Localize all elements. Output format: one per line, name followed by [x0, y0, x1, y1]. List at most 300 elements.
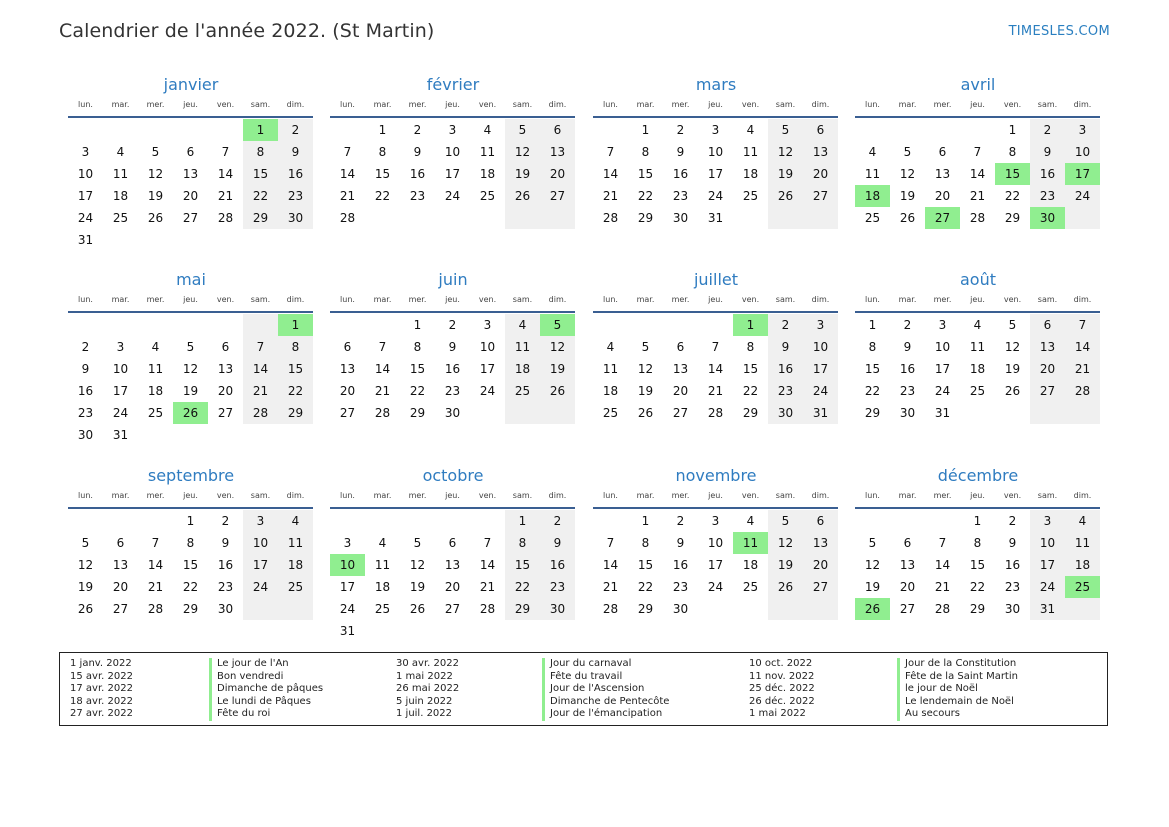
weekday-label: sam.: [512, 295, 533, 304]
day-grid: [855, 119, 1101, 251]
day-cell: 23: [77, 406, 94, 420]
day-cell: 26: [549, 384, 566, 398]
day-cell: 27: [549, 189, 566, 203]
weekday-label: ven.: [1003, 100, 1022, 109]
day-cell: 30: [444, 406, 461, 420]
day-cell: 14: [252, 362, 269, 376]
day-cell: 28: [969, 211, 986, 225]
day-cell: 21: [934, 580, 951, 594]
weekday-label: mar.: [111, 100, 130, 109]
day-cell: 23: [672, 580, 689, 594]
day-cell: 16: [287, 167, 304, 181]
legend-dates: [70, 658, 133, 721]
day-cell: 8: [378, 145, 387, 159]
weekday-label: jeu.: [445, 491, 460, 500]
day-cell: 11: [514, 340, 531, 354]
day-cell: 3: [1078, 123, 1087, 137]
day-cell: 4: [746, 514, 755, 528]
day-cell: 23: [672, 189, 689, 203]
day-cell: 21: [602, 189, 619, 203]
day-cell: 27: [182, 211, 199, 225]
day-cell: 30: [899, 406, 916, 420]
day-cell: 20: [182, 189, 199, 203]
day-cell: 5: [151, 145, 160, 159]
weekday-label: mar.: [636, 491, 655, 500]
day-cell: 2: [1043, 123, 1052, 137]
day-cell: 15: [514, 558, 531, 572]
day-cell: 19: [409, 580, 426, 594]
weekday-label: sam.: [250, 100, 271, 109]
day-cell: 30: [1004, 602, 1021, 616]
weekday-label: mar.: [898, 295, 917, 304]
day-cell: 7: [151, 536, 160, 550]
day-cell: 20: [672, 384, 689, 398]
day-grid: [855, 314, 1101, 446]
day-cell: 10: [444, 145, 461, 159]
day-cell: 10: [112, 362, 129, 376]
day-cell: 29: [514, 602, 531, 616]
day-cell: 29: [637, 602, 654, 616]
holiday-day-cell: 15: [995, 163, 1030, 185]
holiday-day-cell: 11: [733, 532, 768, 554]
weekday-label: mer.: [146, 295, 165, 304]
legend-holiday-name: Jour de l'émancipation: [542, 708, 669, 721]
legend-date: 1 janv. 2022: [70, 658, 132, 669]
day-cell: 1: [1008, 123, 1017, 137]
day-cell: 7: [343, 145, 352, 159]
day-cell: 19: [549, 362, 566, 376]
day-cell: 18: [742, 167, 759, 181]
legend-date: 18 avr. 2022: [70, 695, 133, 707]
day-cell: 23: [899, 384, 916, 398]
day-cell: 29: [969, 602, 986, 616]
weekday-header: [68, 293, 314, 307]
day-cell: 20: [549, 167, 566, 181]
day-cell: 31: [112, 428, 129, 442]
weekday-label: lun.: [78, 491, 93, 500]
weekday-label: jeu.: [445, 295, 460, 304]
weekday-label: lun.: [865, 100, 880, 109]
month-name: septembre: [147, 466, 235, 485]
legend-names: [542, 658, 669, 721]
day-cell: 14: [479, 558, 496, 572]
day-grid: [330, 510, 576, 642]
weekday-label: ven.: [1003, 295, 1022, 304]
brand-link[interactable]: TIMESLES.COM: [1008, 24, 1110, 39]
day-cell: 23: [549, 580, 566, 594]
day-cell: 28: [602, 211, 619, 225]
month-10: [593, 464, 839, 642]
weekday-label: sam.: [250, 491, 271, 500]
day-cell: 21: [217, 189, 234, 203]
weekday-label: mer.: [933, 295, 952, 304]
weekday-label: ven.: [216, 100, 235, 109]
day-cell: 21: [339, 189, 356, 203]
day-cell: 20: [217, 384, 234, 398]
day-cell: 14: [339, 167, 356, 181]
header-rule: [68, 311, 313, 313]
day-cell: 2: [81, 340, 90, 354]
day-cell: 17: [812, 362, 829, 376]
day-cell: 28: [339, 211, 356, 225]
day-cell: 19: [777, 167, 794, 181]
day-cell: 1: [641, 514, 650, 528]
day-cell: 22: [1004, 189, 1021, 203]
day-cell: 13: [549, 145, 566, 159]
weekday-label: lun.: [865, 295, 880, 304]
day-cell: 16: [549, 558, 566, 572]
legend-holiday-name: le jour de Noël: [897, 683, 1018, 696]
weekday-header: [855, 293, 1101, 307]
day-cell: 13: [444, 558, 461, 572]
day-cell: 7: [1078, 318, 1087, 332]
day-cell: 18: [112, 189, 129, 203]
weekday-label: jeu.: [183, 295, 198, 304]
day-cell: 12: [637, 362, 654, 376]
weekday-label: jeu.: [708, 100, 723, 109]
day-cell: 24: [1039, 580, 1056, 594]
day-cell: 7: [483, 536, 492, 550]
day-cell: 31: [812, 406, 829, 420]
month-5: [330, 268, 576, 446]
header-rule: [593, 507, 838, 509]
month-1: [330, 73, 576, 251]
weekday-label: dim.: [811, 491, 830, 500]
day-cell: 13: [934, 167, 951, 181]
day-cell: 29: [742, 406, 759, 420]
weekday-header: [68, 98, 314, 112]
day-cell: 27: [217, 406, 234, 420]
day-cell: 7: [606, 145, 615, 159]
month-name: avril: [960, 75, 996, 94]
day-cell: 12: [77, 558, 94, 572]
month-name: août: [959, 270, 996, 289]
day-cell: 17: [77, 189, 94, 203]
day-cell: 19: [637, 384, 654, 398]
day-cell: 25: [742, 580, 759, 594]
day-cell: 6: [903, 536, 912, 550]
day-cell: 1: [378, 123, 387, 137]
weekday-label: mar.: [373, 100, 392, 109]
day-cell: 15: [637, 167, 654, 181]
day-cell: 25: [374, 602, 391, 616]
legend-date: 5 juin 2022: [396, 695, 453, 707]
month-8: [68, 464, 314, 642]
day-cell: 17: [252, 558, 269, 572]
day-cell: 19: [77, 580, 94, 594]
day-cell: 26: [777, 580, 794, 594]
holiday-day-cell: 18: [855, 185, 890, 207]
day-cell: 24: [339, 602, 356, 616]
weekday-header: [68, 489, 314, 503]
day-cell: 18: [514, 362, 531, 376]
day-cell: 6: [938, 145, 947, 159]
holiday-day-cell: 26: [855, 598, 890, 620]
header-rule: [593, 116, 838, 118]
day-cell: 1: [641, 123, 650, 137]
day-cell: 14: [602, 167, 619, 181]
day-cell: 6: [186, 145, 195, 159]
day-cell: 11: [602, 362, 619, 376]
day-cell: 27: [444, 602, 461, 616]
day-cell: 10: [1074, 145, 1091, 159]
day-cell: 27: [112, 602, 129, 616]
weekday-label: sam.: [512, 491, 533, 500]
legend-holiday-name: Jour du carnaval: [542, 658, 669, 671]
weekday-label: mar.: [373, 491, 392, 500]
day-cell: 3: [1043, 514, 1052, 528]
day-cell: 9: [781, 340, 790, 354]
day-cell: 2: [1008, 514, 1017, 528]
legend-names: [209, 658, 323, 721]
day-cell: 19: [514, 167, 531, 181]
day-cell: 5: [903, 145, 912, 159]
day-cell: 5: [868, 536, 877, 550]
day-cell: 10: [77, 167, 94, 181]
day-cell: 31: [339, 624, 356, 638]
day-cell: 2: [221, 514, 230, 528]
day-cell: 23: [409, 189, 426, 203]
day-cell: 21: [707, 384, 724, 398]
legend-date: 10 oct. 2022: [749, 658, 813, 669]
day-cell: 4: [291, 514, 300, 528]
legend-date: 26 mai 2022: [396, 683, 460, 695]
day-cell: 1: [868, 318, 877, 332]
day-cell: 11: [147, 362, 164, 376]
day-cell: 30: [672, 602, 689, 616]
day-cell: 22: [287, 384, 304, 398]
day-cell: 29: [409, 406, 426, 420]
day-cell: 12: [864, 558, 881, 572]
weekday-label: ven.: [741, 100, 760, 109]
weekday-label: ven.: [478, 491, 497, 500]
day-cell: 2: [781, 318, 790, 332]
day-cell: 7: [606, 536, 615, 550]
weekday-label: dim.: [811, 100, 830, 109]
header-rule: [330, 116, 575, 118]
day-cell: 4: [868, 145, 877, 159]
weekday-header: [855, 98, 1101, 112]
legend-holiday-name: Fête de la Saint Martin: [897, 671, 1018, 684]
legend-date: 30 avr. 2022: [396, 658, 459, 669]
day-cell: 4: [151, 340, 160, 354]
day-cell: 10: [812, 340, 829, 354]
holiday-day-cell: 10: [330, 554, 365, 576]
weekday-label: jeu.: [708, 295, 723, 304]
day-cell: 22: [514, 580, 531, 594]
day-cell: 16: [444, 362, 461, 376]
day-cell: 26: [777, 189, 794, 203]
weekday-label: jeu.: [445, 100, 460, 109]
weekday-label: dim.: [1073, 491, 1092, 500]
day-cell: 28: [602, 602, 619, 616]
day-cell: 8: [973, 536, 982, 550]
holiday-day-cell: 1: [733, 314, 768, 336]
day-cell: 24: [479, 384, 496, 398]
day-cell: 11: [287, 536, 304, 550]
day-cell: 29: [637, 211, 654, 225]
holiday-day-cell: 5: [540, 314, 575, 336]
legend-holiday-name: Dimanche de Pentecôte: [542, 696, 669, 709]
day-cell: 2: [676, 123, 685, 137]
header-rule: [68, 507, 313, 509]
holiday-day-cell: 1: [278, 314, 313, 336]
day-cell: 29: [864, 406, 881, 420]
day-cell: 22: [182, 580, 199, 594]
legend-holiday-name: Jour de la Constitution: [897, 658, 1018, 671]
day-cell: 22: [409, 384, 426, 398]
day-cell: 17: [934, 362, 951, 376]
day-cell: 12: [549, 340, 566, 354]
day-cell: 26: [1004, 384, 1021, 398]
day-cell: 6: [816, 123, 825, 137]
weekday-label: mar.: [898, 100, 917, 109]
day-cell: 9: [1043, 145, 1052, 159]
weekday-label: dim.: [548, 295, 567, 304]
day-cell: 3: [343, 536, 352, 550]
day-cell: 20: [112, 580, 129, 594]
day-cell: 20: [899, 580, 916, 594]
day-cell: 17: [444, 167, 461, 181]
legend-holiday-name: Au secours: [897, 708, 1018, 721]
day-cell: 18: [374, 580, 391, 594]
weekday-label: sam.: [775, 100, 796, 109]
day-cell: 15: [409, 362, 426, 376]
header-rule: [855, 116, 1100, 118]
weekday-label: dim.: [286, 491, 305, 500]
day-cell: 1: [186, 514, 195, 528]
day-cell: 31: [707, 211, 724, 225]
month-7: [855, 268, 1101, 446]
weekday-label: sam.: [775, 295, 796, 304]
day-cell: 22: [637, 580, 654, 594]
day-cell: 6: [816, 514, 825, 528]
month-0: [68, 73, 314, 251]
day-cell: 7: [973, 145, 982, 159]
weekday-label: jeu.: [970, 491, 985, 500]
month-name: juillet: [693, 270, 739, 289]
day-cell: 29: [182, 602, 199, 616]
day-cell: 19: [899, 189, 916, 203]
day-cell: 13: [217, 362, 234, 376]
day-cell: 16: [217, 558, 234, 572]
weekday-label: mar.: [111, 491, 130, 500]
day-cell: 24: [77, 211, 94, 225]
day-cell: 13: [339, 362, 356, 376]
day-cell: 6: [1043, 318, 1052, 332]
day-cell: 3: [81, 145, 90, 159]
day-cell: 31: [934, 406, 951, 420]
day-cell: 22: [864, 384, 881, 398]
day-cell: 1: [518, 514, 527, 528]
day-cell: 21: [479, 580, 496, 594]
day-grid: [593, 119, 839, 251]
day-cell: 21: [602, 580, 619, 594]
weekday-label: ven.: [741, 295, 760, 304]
day-cell: 27: [812, 580, 829, 594]
day-cell: 16: [1039, 167, 1056, 181]
day-cell: 18: [287, 558, 304, 572]
day-cell: 23: [217, 580, 234, 594]
day-cell: 13: [182, 167, 199, 181]
day-grid: [593, 314, 839, 446]
day-cell: 2: [448, 318, 457, 332]
day-cell: 28: [934, 602, 951, 616]
day-cell: 21: [1074, 362, 1091, 376]
legend-holiday-name: Fête du travail: [542, 671, 669, 684]
day-cell: 21: [147, 580, 164, 594]
day-cell: 15: [969, 558, 986, 572]
day-cell: 6: [448, 536, 457, 550]
day-cell: 4: [746, 123, 755, 137]
day-cell: 28: [1074, 384, 1091, 398]
day-cell: 22: [252, 189, 269, 203]
day-cell: 4: [378, 536, 387, 550]
day-cell: 31: [77, 233, 94, 247]
day-cell: 31: [1039, 602, 1056, 616]
day-cell: 27: [1039, 384, 1056, 398]
day-cell: 16: [672, 558, 689, 572]
legend-dates: [749, 658, 815, 721]
day-cell: 28: [374, 406, 391, 420]
day-cell: 8: [256, 145, 265, 159]
day-cell: 11: [112, 167, 129, 181]
weekday-label: lun.: [340, 295, 355, 304]
weekday-label: mer.: [671, 100, 690, 109]
day-cell: 15: [637, 558, 654, 572]
day-cell: 11: [864, 167, 881, 181]
weekday-label: lun.: [340, 491, 355, 500]
month-name: mai: [176, 270, 206, 289]
day-cell: 11: [742, 145, 759, 159]
month-name: novembre: [675, 466, 757, 485]
day-cell: 2: [553, 514, 562, 528]
day-cell: 17: [479, 362, 496, 376]
day-cell: 5: [641, 340, 650, 354]
day-cell: 28: [252, 406, 269, 420]
day-cell: 5: [518, 123, 527, 137]
holiday-day-cell: 1: [243, 119, 278, 141]
day-cell: 8: [868, 340, 877, 354]
weekday-label: ven.: [478, 100, 497, 109]
day-cell: 25: [864, 211, 881, 225]
weekday-label: mar.: [898, 491, 917, 500]
day-cell: 6: [116, 536, 125, 550]
month-name: février: [426, 75, 480, 94]
day-grid: [855, 510, 1101, 642]
day-cell: 30: [549, 602, 566, 616]
weekday-label: mer.: [671, 491, 690, 500]
day-cell: 17: [1039, 558, 1056, 572]
day-cell: 11: [969, 340, 986, 354]
day-cell: 9: [448, 340, 457, 354]
weekday-label: lun.: [865, 491, 880, 500]
legend-date: 11 nov. 2022: [749, 670, 815, 682]
day-cell: 2: [903, 318, 912, 332]
weekday-header: [593, 98, 839, 112]
day-cell: 17: [112, 384, 129, 398]
legend-holiday-name: Dimanche de pâques: [209, 683, 323, 696]
legend-date: 27 avr. 2022: [70, 708, 133, 720]
day-cell: 6: [553, 123, 562, 137]
day-cell: 24: [112, 406, 129, 420]
weekday-label: mer.: [408, 100, 427, 109]
day-cell: 25: [602, 406, 619, 420]
day-cell: 8: [291, 340, 300, 354]
day-cell: 20: [339, 384, 356, 398]
day-cell: 26: [637, 406, 654, 420]
day-cell: 15: [374, 167, 391, 181]
